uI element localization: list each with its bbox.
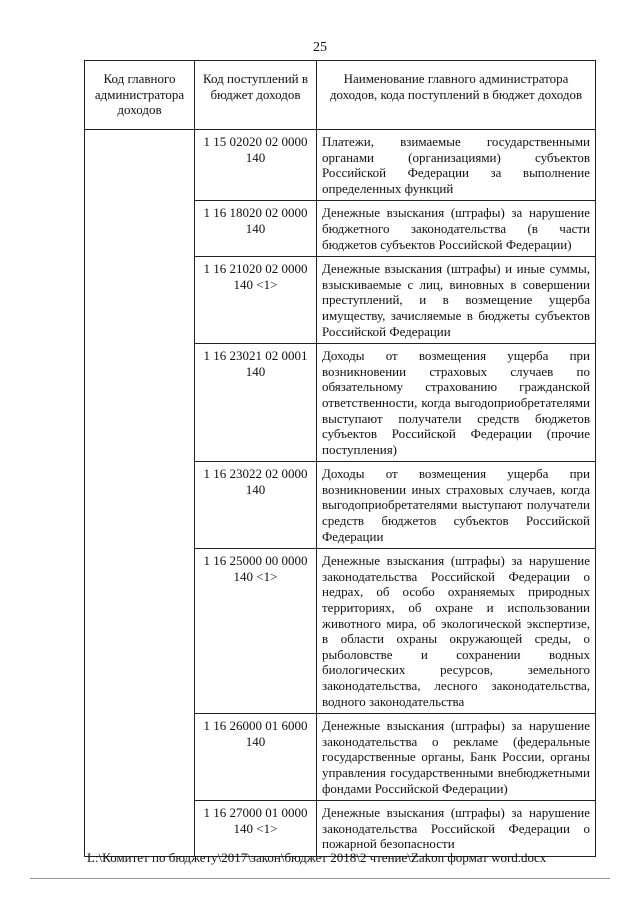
revenue-name-cell: Денежные взыскания (штрафы) и иные суммы, взыскиваемые с лиц, виновных в совершении преступлений, и в возмещение ущерба имуществу, зачисляемые в бюджеты субъектов Российской Федерации: [317, 257, 596, 344]
revenue-code-cell: 1 16 23022 02 0000 140: [195, 462, 317, 549]
revenue-name-cell: Денежные взыскания (штрафы) за нарушение законодательства Российской Федерации о недрах, об особо охраняемых природных территориях, об охране и использовании животного мира, об экологической экспертизе, в области охраны окружающей среды, о рыболовстве и сохранении водных биологических ресурсов, земельного законодательства, лесного законодательства, водного законодательства: [317, 549, 596, 714]
page-bottom-rule: [30, 878, 610, 879]
revenue-name-cell: Денежные взыскания (штрафы) за нарушение бюджетного законодательства (в части бюджетов субъектов Российской Федерации): [317, 201, 596, 257]
revenue-code-cell: 1 16 25000 00 0000 140 <1>: [195, 549, 317, 714]
header-admin-code: Код главного администратора доходов: [85, 61, 195, 130]
header-revenue-code: Код поступлений в бюджет доходов: [195, 61, 317, 130]
revenue-code-cell: 1 16 27000 01 0000 140 <1>: [195, 801, 317, 857]
revenue-code-cell: 1 16 23021 02 0001 140: [195, 344, 317, 462]
revenue-code-cell: 1 15 02020 02 0000 140: [195, 130, 317, 201]
revenue-name-cell: Денежные взыскания (штрафы) за нарушение законодательства о рекламе (федеральные государственные органы, Банк России, органы управления государственными внебюджетными фондами Российской Федерации): [317, 714, 596, 801]
header-name: Наименование главного администратора доходов, кода поступлений в бюджет доходов: [317, 61, 596, 130]
revenue-name-cell: Платежи, взимаемые государственными органами (организациями) субъектов Российской Федерации за выполнение определенных функций: [317, 130, 596, 201]
revenue-codes-table: [84, 60, 596, 857]
table-body: [85, 130, 596, 857]
table-header-row: [85, 61, 596, 130]
table-row: [85, 130, 596, 201]
revenue-name-cell: Доходы от возмещения ущерба при возникновении страховых случаев по обязательному страхованию гражданской ответственности, когда выгодоприобретателями выступают получатели средств бюджетов субъектов Российской Федерации (прочие поступления): [317, 344, 596, 462]
revenue-code-cell: 1 16 21020 02 0000 140 <1>: [195, 257, 317, 344]
revenue-name-cell: Доходы от возмещения ущерба при возникновении иных страховых случаев, когда выгодоприобретателями выступают получатели средств бюджетов субъектов Российской Федерации: [317, 462, 596, 549]
revenue-code-cell: 1 16 26000 01 6000 140: [195, 714, 317, 801]
revenue-name-cell: Денежные взыскания (штрафы) за нарушение законодательства Российской Федерации о пожарной безопасности: [317, 801, 596, 857]
admin-code-cell: [85, 130, 195, 857]
revenue-code-cell: 1 16 18020 02 0000 140: [195, 201, 317, 257]
page-number: 25: [313, 40, 327, 55]
footer-file-path: L:\Комитет по бюджету\2017\закон\бюджет 2018\2 чтение\Zakon формат word.docx: [87, 850, 547, 865]
